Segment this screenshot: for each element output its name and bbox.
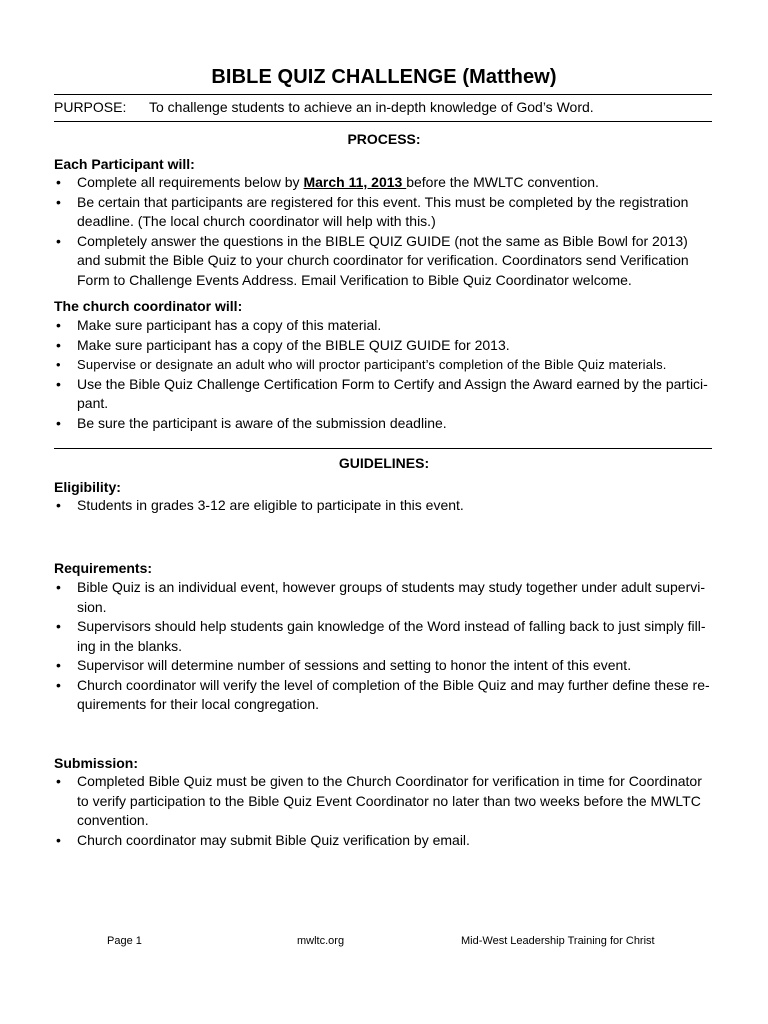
list-item: • Church coordinator will verify the level of completion of the Bible Quiz and may further define these re-quirements for their local congregation. — [54, 676, 714, 715]
eligibility-heading: Eligibility: — [54, 479, 121, 495]
requirements-heading: Requirements: — [54, 560, 153, 576]
list-item: • Completely answer the questions in the BIBLE QUIZ GUIDE (not the same as Bible Bowl for 2013) and submit the Bible Quiz to your church coordinator for verification. Coordinators send Verification Form to Challenge Events Address. Email Verification to Bible Quiz Coordinator welcome. — [54, 232, 714, 291]
list-item: • Use the Bible Quiz Challenge Certification Form to Certify and Assign the Award earned by the partici-pant. — [54, 375, 714, 414]
list-item: • Make sure participant has a copy of this material. — [54, 316, 714, 336]
requirements-list — [54, 578, 714, 715]
list-item: • Supervisors should help students gain knowledge of the Word instead of falling back to just simply fill-ing in the blanks. — [54, 617, 714, 656]
guidelines-heading: GUIDELINES: — [338, 455, 430, 471]
list-item: • Be certain that participants are registered for this event. This must be completed by the registration deadline. (The local church coordinator will help with this.) — [54, 193, 714, 232]
title-divider — [54, 94, 712, 95]
coordinator-heading: The church coordinator will: — [54, 298, 243, 314]
submission-list — [54, 772, 714, 850]
purpose-divider — [54, 121, 712, 122]
process-heading: PROCESS: — [347, 131, 421, 147]
submission-heading: Submission: — [54, 755, 139, 771]
guidelines-divider — [54, 448, 712, 449]
footer-organization: Mid-West Leadership Training for Christ — [461, 935, 655, 947]
purpose-text: To challenge students to achieve an in-depth knowledge of God’s Word. — [149, 99, 594, 115]
coordinator-list — [54, 316, 714, 433]
list-item: • Make sure participant has a copy of the BIBLE QUIZ GUIDE for 2013. — [54, 336, 714, 356]
participant-heading: Each Participant will: — [54, 156, 195, 172]
list-item: • Supervise or designate an adult who will proctor participant’s completion of the Bible Quiz materials. — [54, 355, 714, 375]
footer-page-number: Page 1 — [107, 935, 142, 947]
purpose-label: PURPOSE: — [54, 99, 127, 115]
list-item: • Completed Bible Quiz must be given to the Church Coordinator for verification in time for Coordinator to verify participation to the Bible Quiz Event Coordinator no later than two weeks before the MWLTC convention. — [54, 772, 714, 831]
eligibility-list — [54, 496, 714, 516]
list-item: • Bible Quiz is an individual event, however groups of students may study together under adult supervi-sion. — [54, 578, 714, 617]
participant-list — [54, 173, 714, 290]
list-item: • Church coordinator may submit Bible Quiz verification by email. — [54, 831, 714, 851]
footer-site: mwltc.org — [297, 935, 345, 947]
purpose-line — [54, 99, 714, 115]
page-title: BIBLE QUIZ CHALLENGE (Matthew) — [211, 66, 557, 88]
list-item: • Students in grades 3-12 are eligible to participate in this event. — [54, 496, 714, 516]
list-item: • Be sure the participant is aware of the submission deadline. — [54, 414, 714, 434]
list-item: • Supervisor will determine number of sessions and setting to honor the intent of this event. — [54, 656, 714, 676]
list-item: • Complete all requirements below by March 11, 2013 before the MWLTC convention. — [54, 173, 714, 193]
deadline-date: March 11, 2013 — [303, 174, 407, 190]
